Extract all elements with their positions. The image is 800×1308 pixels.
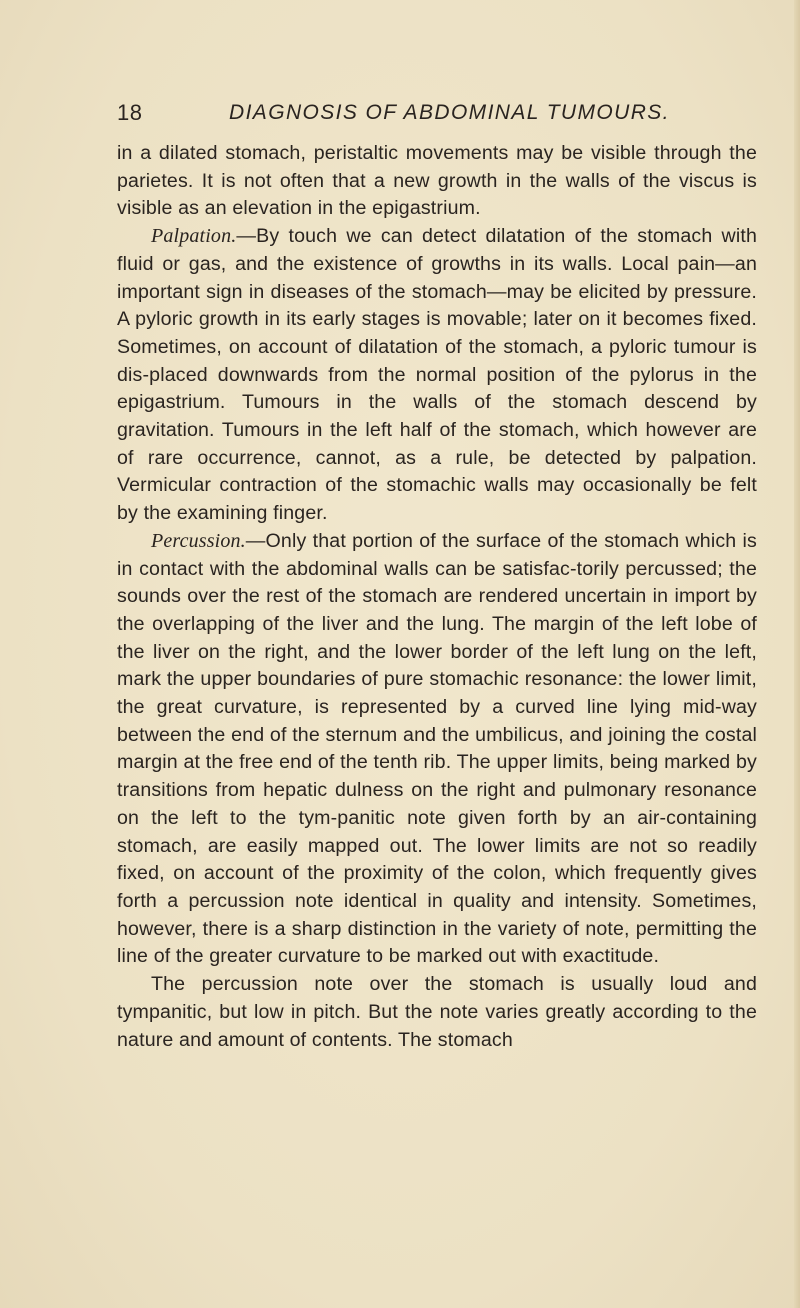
section-lead-palpation: Palpation.: [151, 225, 237, 248]
paragraph-text: in a dilated stomach, peristaltic movements may be visible through the parietes. It is not often that a new growth in the walls of the viscus is visible as an elevation in the epigastrium.: [117, 142, 757, 220]
paragraph-text: —By touch we can detect dilatation of the stomach with fluid or gas, and the existence of growths in its walls. Local pain—an important sign in diseases of the stomach—may be elicited by pressure. A pyloric growth in its early stages is movable; later on it becomes fixed. Sometimes, on account of dilatation of the stomach, a pyloric tumour is dis-placed downwards from the normal position of the pylorus in the epigastrium. Tumours in the walls of the stomach descend by gravitation. Tumours in the left half of the stomach, which however are of rare occurrence, cannot, as a rule, be detected by palpation. Vermicular contraction of the stomachic walls may occasionally be felt by the examining finger.: [117, 225, 757, 525]
running-title: DIAGNOSIS OF ABDOMINAL TUMOURS.: [229, 101, 670, 124]
paragraph-continuation: [117, 140, 757, 223]
paragraph-percussion-note: [117, 971, 757, 1054]
page-number: 18: [117, 100, 143, 125]
paragraph-palpation: [117, 223, 757, 528]
page-edge: [794, 0, 800, 1308]
paragraph-text: —Only that portion of the surface of the stomach which is in contact with the abdominal walls can be satisfac-torily percussed; the sounds over the rest of the stomach are rendered uncertain in import by the overlapping of the liver and the lung. The margin of the left lobe of the liver on the right, and the lower border of the left lung on the left, mark the upper boundaries of pure stomachic resonance: the lower limit, the great curvature, is represented by a curved line lying mid-way between the end of the sternum and the umbilicus, and joining the costal margin at the free end of the tenth rib. The upper limits, being marked by transitions from hepatic dulness on the right and pulmonary resonance on the left to the tym-panitic note given forth by an air-containing stomach, are easily mapped out. The lower limits are not so readily fixed, on account of the proximity of the colon, which frequently gives forth a percussion note identical in quality and intensity. Sometimes, however, there is a sharp distinction in the variety of note, permitting the line of the greater curvature to be marked out with exactitude.: [117, 529, 757, 968]
paragraph-text: The percussion note over the stomach is usually loud and tympanitic, but low in pitch. But the note varies greatly according to the nature and amount of contents. The stomach: [117, 973, 757, 1051]
page-header: [117, 100, 757, 132]
section-lead-percussion: Percussion.: [151, 529, 246, 552]
paragraph-percussion: [117, 528, 757, 971]
body-text: [117, 140, 757, 1054]
